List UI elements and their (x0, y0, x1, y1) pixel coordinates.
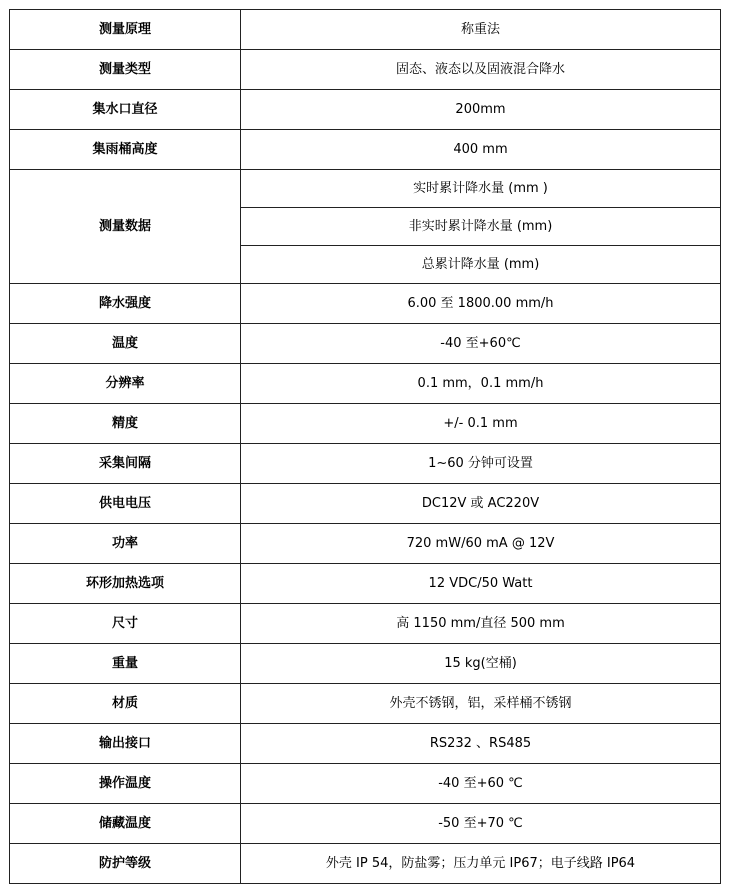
spec-value: 称重法 (241, 10, 721, 50)
table-row (10, 284, 721, 324)
table-row (10, 524, 721, 564)
spec-label: 材质 (10, 684, 241, 724)
table-row (10, 10, 721, 50)
spec-value: 1~60 分钟可设置 (241, 444, 721, 484)
table-row (10, 684, 721, 724)
table-row (10, 804, 721, 844)
spec-label: 输出接口 (10, 724, 241, 764)
spec-value: 720 mW/60 mA @ 12V (241, 524, 721, 564)
spec-value: 非实时累计降水量 (mm) (241, 208, 721, 246)
spec-label: 操作温度 (10, 764, 241, 804)
spec-value: 15 kg(空桶) (241, 644, 721, 684)
table-row (10, 604, 721, 644)
spec-value: 总累计降水量 (mm) (241, 246, 721, 284)
specification-table (9, 9, 721, 884)
spec-value: 固态、液态以及固液混合降水 (241, 50, 721, 90)
spec-value: DC12V 或 AC220V (241, 484, 721, 524)
spec-value: 12 VDC/50 Watt (241, 564, 721, 604)
spec-value: 高 1150 mm/直径 500 mm (241, 604, 721, 644)
spec-label: 测量数据 (10, 170, 241, 284)
table-row (10, 130, 721, 170)
spec-value: +/- 0.1 mm (241, 404, 721, 444)
spec-value: 实时累计降水量 (mm ) (241, 170, 721, 208)
table-row (10, 484, 721, 524)
spec-label: 温度 (10, 324, 241, 364)
spec-value: 6.00 至 1800.00 mm/h (241, 284, 721, 324)
spec-label: 精度 (10, 404, 241, 444)
spec-label: 集水口直径 (10, 90, 241, 130)
table-row (10, 844, 721, 884)
spec-label: 供电电压 (10, 484, 241, 524)
spec-value: 0.1 mm，0.1 mm/h (241, 364, 721, 404)
table-row (10, 50, 721, 90)
spec-label: 重量 (10, 644, 241, 684)
spec-value: 外壳 IP 54，防盐雾；压力单元 IP67；电子线路 IP64 (241, 844, 721, 884)
spec-label: 测量类型 (10, 50, 241, 90)
spec-label: 降水强度 (10, 284, 241, 324)
spec-label: 防护等级 (10, 844, 241, 884)
table-row (10, 90, 721, 130)
table-row (10, 764, 721, 804)
spec-value: 外壳不锈钢，铝，采样桶不锈钢 (241, 684, 721, 724)
spec-label: 储藏温度 (10, 804, 241, 844)
table-row (10, 724, 721, 764)
table-row (10, 364, 721, 404)
spec-value: RS232 、RS485 (241, 724, 721, 764)
spec-value: -50 至+70 ℃ (241, 804, 721, 844)
table-row (10, 444, 721, 484)
table-row (10, 644, 721, 684)
table-row (10, 564, 721, 604)
spec-value: -40 至+60℃ (241, 324, 721, 364)
table-row (10, 404, 721, 444)
table-row (10, 170, 721, 208)
spec-value: -40 至+60 ℃ (241, 764, 721, 804)
spec-label: 功率 (10, 524, 241, 564)
spec-label: 测量原理 (10, 10, 241, 50)
spec-label: 尺寸 (10, 604, 241, 644)
spec-label: 分辨率 (10, 364, 241, 404)
spec-value: 200mm (241, 90, 721, 130)
spec-label: 集雨桶高度 (10, 130, 241, 170)
spec-label: 采集间隔 (10, 444, 241, 484)
table-row (10, 324, 721, 364)
spec-value: 400 mm (241, 130, 721, 170)
spec-label: 环形加热选项 (10, 564, 241, 604)
